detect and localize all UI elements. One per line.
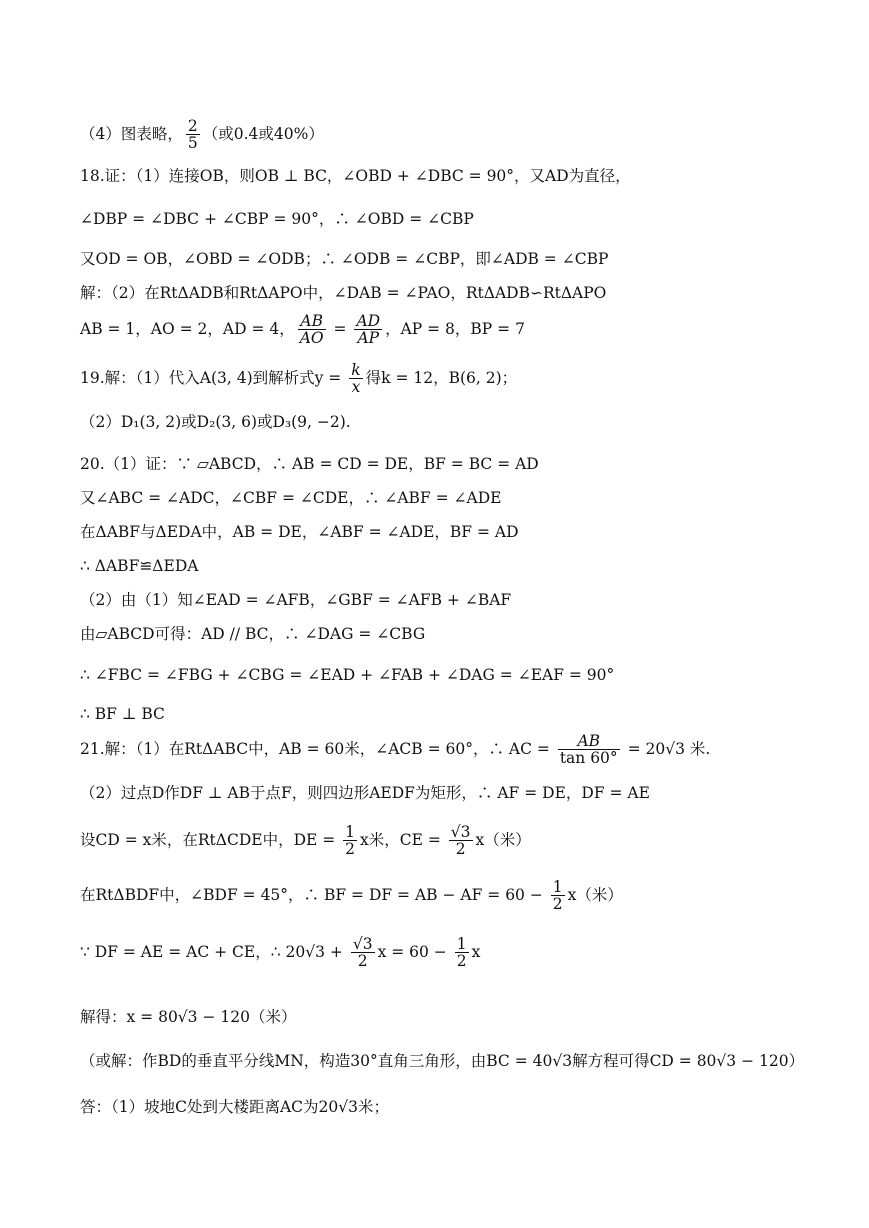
line-20-7: ∴ ∠FBC = ∠FBG + ∠CBG = ∠EAD + ∠FAB + ∠DAG = ∠EAF = 90° (80, 666, 615, 684)
fraction: $\frac{2}{5}$ (187, 117, 198, 153)
line-19-2: （2）D₁(3, 2)或D₂(3, 6)或D₃(9, −2). (80, 413, 351, 431)
line-20-6: 由▱ABCD可得：AD // BC，∴ ∠DAG = ∠CBG (80, 625, 426, 643)
line-20-8: ∴ BF ⊥ BC (80, 705, 165, 723)
line-18-1: 18.证：（1）连接OB，则OB ⊥ BC，∠OBD + ∠DBC = 90°，又AD为直径， (80, 167, 631, 185)
fraction: $\frac{√3}{2}$ (450, 823, 471, 859)
line-20-1: 20.（1）证：∵ ▱ABCD，∴ AB = CD = DE，BF = BC = AD (80, 455, 539, 473)
line-18-4: 解：（2）在RtΔADB和RtΔAPO中，∠DAB = ∠PAO，RtΔADB∽RtΔAPO (80, 284, 607, 302)
line-19-1: 19.解：（1）代入A(3, 4)到解析式y = $\frac{k}{x}$ 得k = 12，B(6, 2)； (80, 361, 518, 397)
line-21-6: 解得：x = 80√3 − 120（米） (80, 1008, 297, 1026)
line-21-4: 在RtΔBDF中，∠BDF = 45°，∴ BF = DF = AB − AF = 60 − $\frac{1}{2}$ x（米） (80, 878, 623, 914)
line-18-5: AB = 1，AO = 2，AD = 4， $\frac{AB}{AO}$ = $\frac{AD}{AP}$ ，AP = 8，BP = 7 (80, 312, 525, 348)
line-21-2: （2）过点D作DF ⊥ AB于点F，则四边形AEDF为矩形，∴ AF = DE，DF = AE (80, 784, 650, 802)
fraction: $\frac{AB}{AO}$ (299, 312, 324, 348)
line-21-7: （或解：作BD的垂直平分线MN，构造30°直角三角形，由BC = 40√3解方程可得CD = 80√3 − 120） (80, 1052, 805, 1070)
fraction: $\frac{AD}{AP}$ (356, 312, 381, 348)
line-18-3: 又OD = OB，∠OBD = ∠ODB；∴ ∠ODB = ∠CBP，即∠ADB = ∠CBP (80, 250, 609, 268)
fraction: $\frac{AB}{\tan 60^\circ}$ (559, 732, 618, 768)
line-21-8: 答：（1）坡地C处到大楼距离AC为20√3米； (80, 1098, 389, 1116)
line-21-3: 设CD = x米，在RtΔCDE中，DE = $\frac{1}{2}$ x米，CE = $\frac{√3}{2}$ x（米） (80, 823, 531, 859)
line-20-2: 又∠ABC = ∠ADC，∠CBF = ∠CDE，∴ ∠ABF = ∠ADE (80, 489, 502, 507)
fraction: $\frac{1}{2}$ (456, 935, 467, 971)
fraction: $\frac{√3}{2}$ (352, 935, 373, 971)
line-21-1: 21.解：（1）在RtΔABC中，AB = 60米，∠ACB = 60°，∴ AC = $\frac{AB}{\tan 60^\circ}$ = 20√3 米. (80, 732, 711, 768)
line-20-5: （2）由（1）知∠EAD = ∠AFB，∠GBF = ∠AFB + ∠BAF (80, 591, 512, 609)
line-21-5: ∵ DF = AE = AC + CE，∴ 20√3 + $\frac{√3}{2}$ x = 60 − $\frac{1}{2}$ x (80, 935, 481, 971)
fraction: $\frac{k}{x}$ (351, 361, 361, 397)
line-18-2: ∠DBP = ∠DBC + ∠CBP = 90°，∴ ∠OBD = ∠CBP (80, 210, 474, 228)
line-17-4: （4）图表略， $\frac{2}{5}$ （或0.4或40%） (80, 117, 324, 153)
fraction: $\frac{1}{2}$ (552, 878, 563, 914)
fraction: $\frac{1}{2}$ (345, 823, 356, 859)
line-20-3: 在ΔABF与ΔEDA中，AB = DE，∠ABF = ∠ADE，BF = AD (80, 523, 519, 541)
line-20-4: ∴ ΔABF≌ΔEDA (80, 557, 199, 575)
